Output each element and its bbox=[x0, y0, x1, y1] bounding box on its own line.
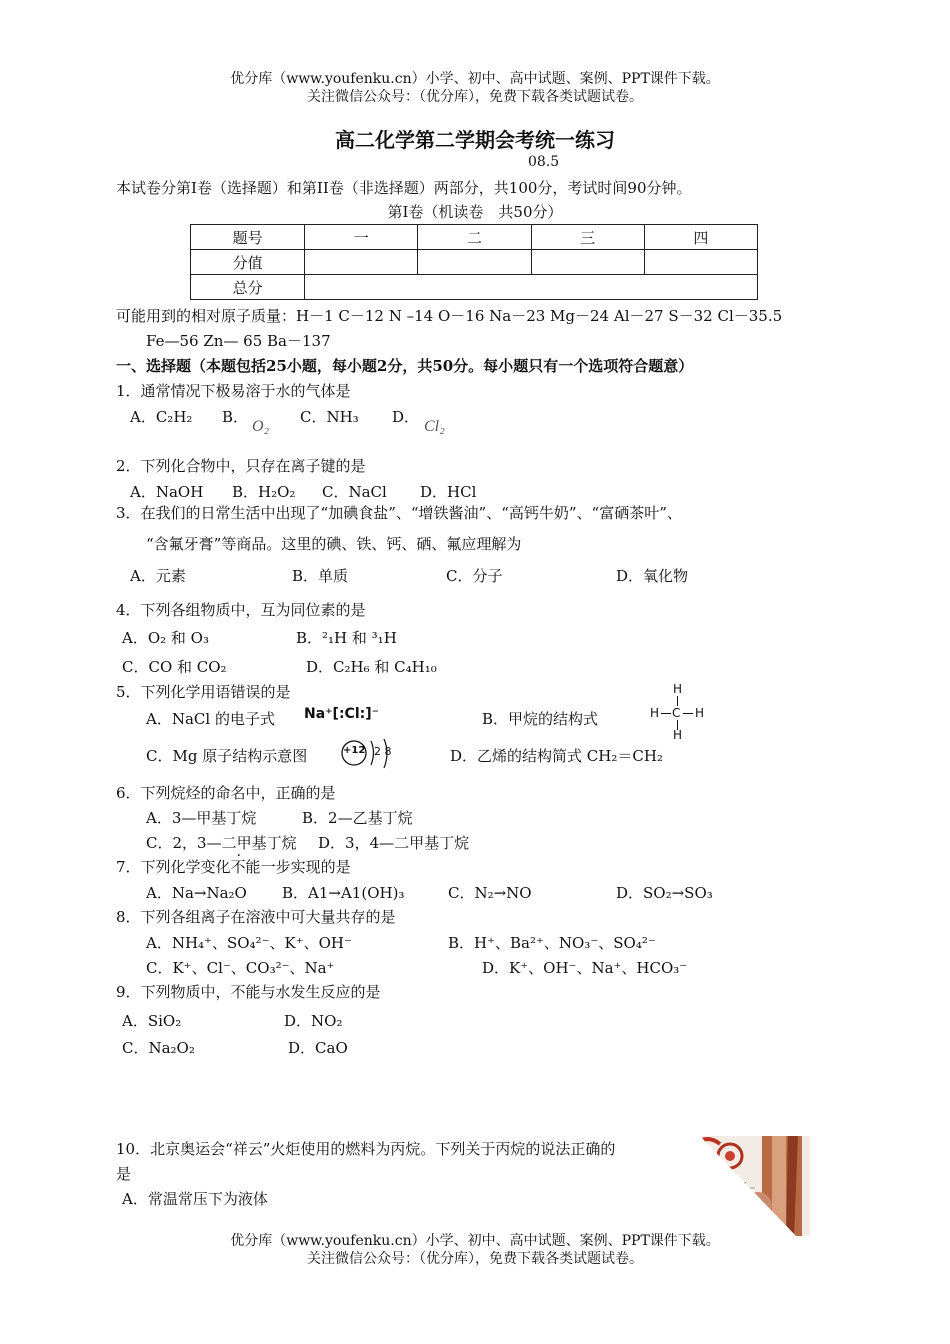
q5-stem: 5．下列化学用语错误的是 bbox=[116, 683, 291, 701]
table-cell: 题号 bbox=[191, 225, 305, 250]
q4-stem: 4．下列各组物质中，互为同位素的是 bbox=[116, 601, 366, 619]
q3-stem-line-1: 3．在我们的日常生活中出现了“加碘食盐”、“增铁酱油”、“高钙牛奶”、“富硒茶叶”、 bbox=[116, 504, 682, 522]
methane-structure bbox=[648, 682, 706, 742]
atom-h: H bbox=[650, 706, 660, 720]
q10-option-a[interactable]: A．常温常压下为液体 bbox=[122, 1190, 268, 1208]
q9-option-c[interactable]: C．Na₂O₂ bbox=[122, 1039, 195, 1057]
score-input-cell[interactable] bbox=[418, 250, 531, 275]
part1-title: 第I卷（机读卷 共50分） bbox=[387, 203, 563, 221]
q8-option-a[interactable]: A．NH₄⁺、SO₄²⁻、K⁺、OH⁻ bbox=[146, 934, 352, 952]
q3-option-c[interactable]: C．分子 bbox=[446, 567, 503, 585]
q2-option-b[interactable]: B．H₂O₂ bbox=[232, 483, 296, 501]
q6-stem: 6．下列烷烃的命名中，正确的是 bbox=[116, 784, 336, 802]
q6-option-d[interactable]: D．3，4—二甲基丁烷 bbox=[318, 834, 470, 852]
q8-option-c[interactable]: C．K⁺、Cl⁻、CO₃²⁻、Na⁺ bbox=[146, 959, 335, 977]
q9-option-a[interactable]: A．SiO₂ bbox=[122, 1012, 182, 1030]
q1-stem: 1．通常情况下极易溶于水的气体是 bbox=[116, 382, 351, 400]
section-heading: 一、选择题（本题包括25小题，每小题2分，共50分。每小题只有一个选项符合题意） bbox=[116, 357, 694, 375]
q7-option-c[interactable]: C．N₂→NO bbox=[448, 884, 532, 902]
q3-option-b[interactable]: B．单质 bbox=[292, 567, 349, 585]
q2-option-a[interactable]: A．NaOH bbox=[130, 483, 204, 501]
bond-line bbox=[661, 713, 671, 714]
q5-electron-formula: Na⁺[:Cl:]⁻ bbox=[304, 706, 380, 722]
mg-nucleus-charge: +12 bbox=[343, 745, 366, 756]
exam-date: 08.5 bbox=[528, 154, 560, 170]
q4-option-c[interactable]: C．CO 和 CO₂ bbox=[122, 658, 227, 676]
mg-shell-electrons: 2 8 bbox=[374, 745, 392, 758]
atom-c: C bbox=[672, 706, 681, 720]
q6-option-a[interactable]: A．3—甲基丁烷 bbox=[146, 809, 257, 827]
q1-option-b[interactable]: B． bbox=[222, 408, 249, 426]
q7-option-b[interactable]: B．A1→A1(OH)₃ bbox=[282, 884, 405, 902]
footer-line-2: 关注微信公众号：（优分库），免费下载各类试题试卷。 bbox=[307, 1251, 643, 1267]
q7-option-a[interactable]: A．Na→Na₂O bbox=[146, 884, 247, 902]
footer-line-1: 优分库（www.youfenku.cn）小学、初中、高中试题、案例、PPT课件下载。 bbox=[230, 1233, 720, 1249]
q3-option-a[interactable]: A．元素 bbox=[130, 567, 186, 585]
q1-option-d[interactable]: D． bbox=[392, 408, 420, 426]
q10-stem-line-1: 10．北京奥运会“祥云”火炬使用的燃料为丙烷。下列关于丙烷的说法正确的 bbox=[116, 1140, 616, 1158]
q7-stem-pre: 7．下列化学变化 bbox=[116, 858, 231, 876]
table-row bbox=[191, 225, 758, 250]
score-input-cell[interactable] bbox=[531, 250, 644, 275]
q5-option-b[interactable]: B．甲烷的结构式 bbox=[482, 710, 599, 728]
score-input-cell[interactable] bbox=[305, 250, 418, 275]
bond-line bbox=[677, 696, 678, 706]
q2-option-c[interactable]: C．NaCl bbox=[322, 483, 387, 501]
bond-line bbox=[683, 713, 693, 714]
q2-stem: 2．下列化合物中，只存在离子键的是 bbox=[116, 457, 366, 475]
q2-option-d[interactable]: D．HCl bbox=[420, 483, 477, 501]
atomic-masses-line-2: Fe—56 Zn— 65 Ba－137 bbox=[146, 332, 331, 350]
q6-option-b[interactable]: B．2—乙基丁烷 bbox=[302, 809, 413, 827]
table-row bbox=[191, 275, 758, 300]
score-table bbox=[190, 224, 758, 300]
page-curl-overlay bbox=[700, 1136, 796, 1236]
q5-option-c[interactable]: C．Mg 原子结构示意图 bbox=[146, 747, 308, 765]
exam-intro: 本试卷分第I卷（选择题）和第II卷（非选择题）两部分，共100分，考试时间90分钟。 bbox=[116, 179, 692, 197]
table-cell: 二 bbox=[418, 225, 531, 250]
q8-option-b[interactable]: B．H⁺、Ba²⁺、NO₃⁻、SO₄²⁻ bbox=[448, 934, 656, 952]
atom-h: H bbox=[673, 682, 683, 696]
q4-option-a[interactable]: A．O₂ 和 O₃ bbox=[122, 629, 209, 647]
q3-option-d[interactable]: D．氧化物 bbox=[616, 567, 689, 585]
q5-option-d[interactable]: D．乙烯的结构简式 CH₂＝CH₂ bbox=[450, 747, 663, 765]
q7-stem bbox=[116, 856, 351, 877]
header-line-2: 关注微信公众号：（优分库），免费下载各类试题试卷。 bbox=[307, 89, 643, 105]
q4-option-b[interactable]: B．²₁H 和 ³₁H bbox=[296, 629, 397, 647]
table-cell: 总分 bbox=[191, 275, 305, 300]
q8-option-d[interactable]: D．K⁺、OH⁻、Na⁺、HCO₃⁻ bbox=[482, 959, 688, 977]
table-row bbox=[191, 250, 758, 275]
atomic-masses-line-1: 可能用到的相对原子质量：H－1 C－12 N –14 O－16 Na－23 Mg－24 Al－27 S－32 Cl－35.5 bbox=[116, 307, 783, 325]
torch-image bbox=[700, 1136, 810, 1236]
q4-option-d[interactable]: D．C₂H₆ 和 C₄H₁₀ bbox=[306, 658, 437, 676]
mg-atom-diagram bbox=[338, 736, 398, 776]
table-cell: 分值 bbox=[191, 250, 305, 275]
q1-option-b-formula: O₂ bbox=[252, 418, 270, 435]
score-input-cell[interactable] bbox=[644, 250, 757, 275]
q10-stem-line-2: 是 bbox=[116, 1165, 132, 1183]
atom-h: H bbox=[673, 728, 683, 742]
q5-option-a[interactable]: A．NaCl 的电子式 bbox=[146, 710, 275, 728]
q6-option-c[interactable]: C．2，3—二甲基丁烷 bbox=[146, 834, 297, 852]
q7-stem-emphasis: 不能 bbox=[230, 858, 261, 876]
q9-option-d[interactable]: D．CaO bbox=[288, 1039, 348, 1057]
atom-h: H bbox=[695, 706, 705, 720]
q1-option-a[interactable]: A．C₂H₂ bbox=[130, 408, 193, 426]
q3-stem-line-2: “含氟牙膏”等商品。这里的碘、铁、钙、硒、氟应理解为 bbox=[146, 535, 522, 553]
q9-stem: 9．下列物质中，不能与水发生反应的是 bbox=[116, 983, 381, 1001]
header-line-1: 优分库（www.youfenku.cn）小学、初中、高中试题、案例、PPT课件下载。 bbox=[230, 71, 720, 87]
q1-option-c[interactable]: C．NH₃ bbox=[300, 408, 359, 426]
total-score-cell[interactable] bbox=[305, 275, 758, 300]
q9-option-b[interactable]: D．NO₂ bbox=[284, 1012, 343, 1030]
table-cell: 三 bbox=[531, 225, 644, 250]
table-cell: 四 bbox=[644, 225, 757, 250]
q1-option-d-formula: Cl₂ bbox=[424, 418, 445, 435]
q8-stem: 8．下列各组离子在溶液中可大量共存的是 bbox=[116, 908, 396, 926]
page-title: 高二化学第二学期会考统一练习 bbox=[335, 128, 615, 152]
table-cell: 一 bbox=[305, 225, 418, 250]
q7-option-d[interactable]: D．SO₂→SO₃ bbox=[616, 884, 713, 902]
q7-stem-post: 一步实现的是 bbox=[260, 858, 351, 876]
